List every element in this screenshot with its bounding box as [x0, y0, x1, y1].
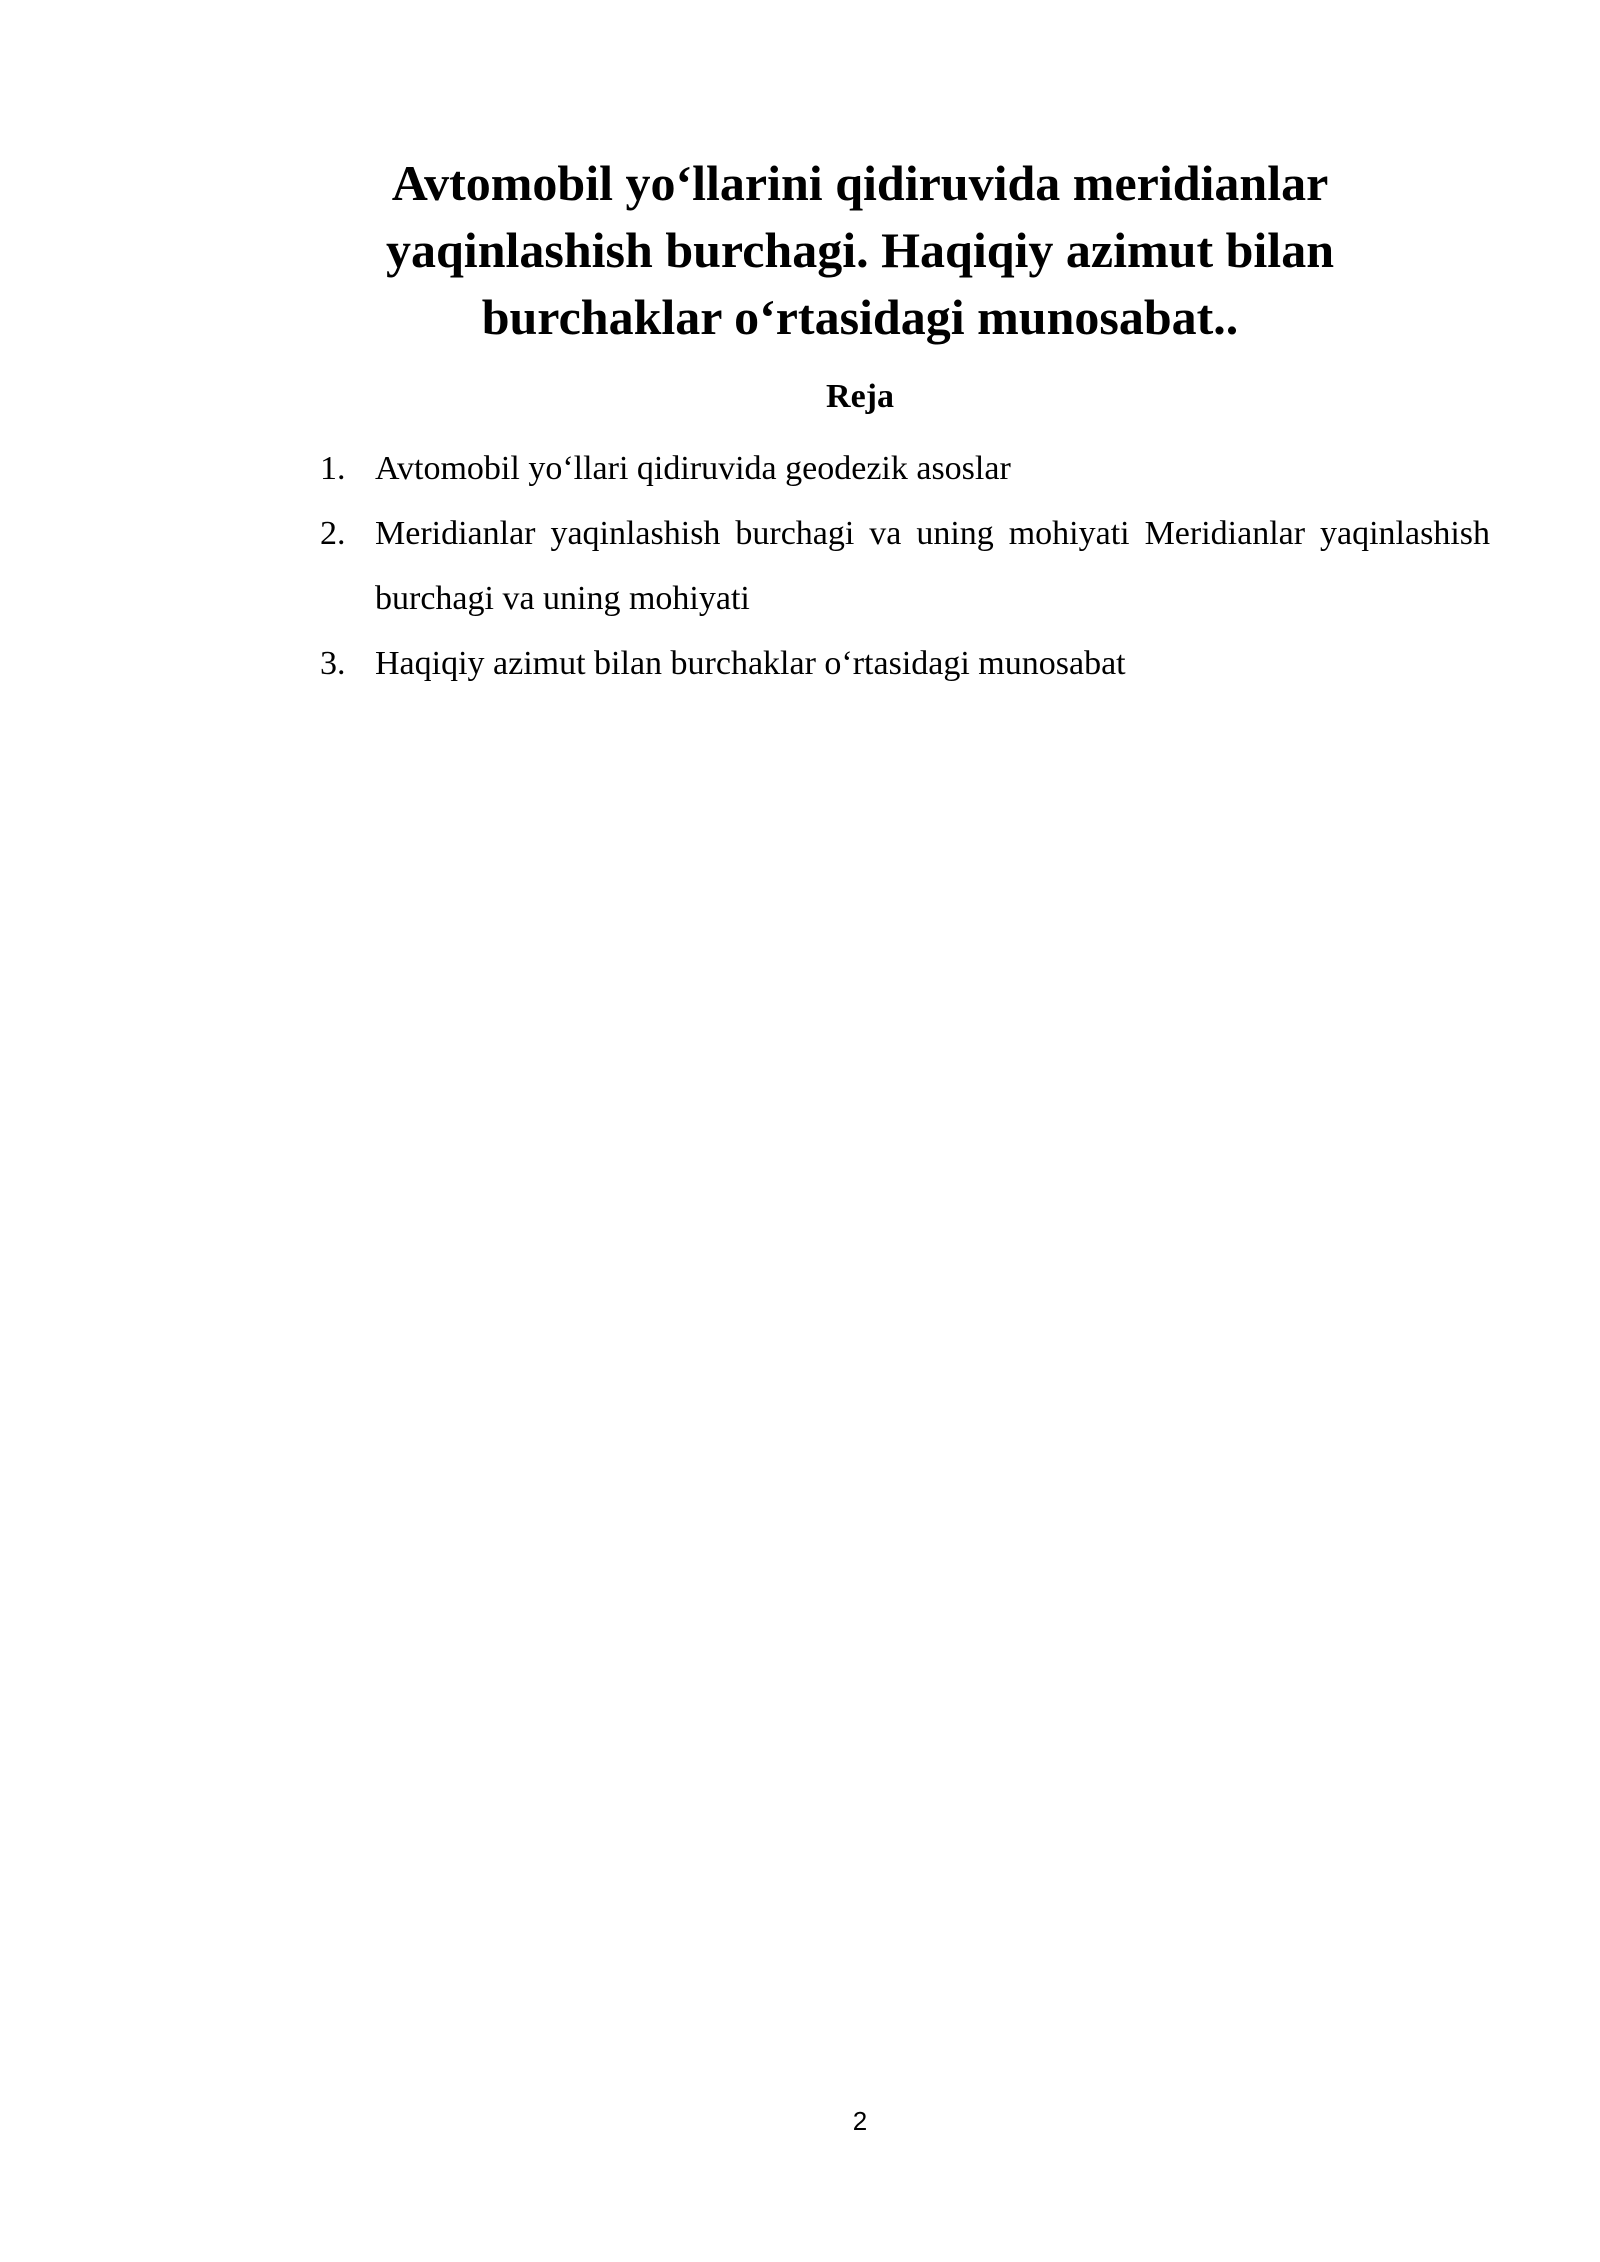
plan-item-text: Avtomobil yo‘llari qidiruvida geodezik asoslar	[375, 450, 1011, 487]
plan-heading: Reja	[826, 378, 894, 415]
plan-item	[320, 501, 1490, 631]
document-title: Avtomobil yo‘llarini qidiruvida meridianlar yaqinlashish burchagi. Haqiqiy azimut bilan burchaklar o‘rtasidagi munosabat..	[386, 155, 1334, 345]
plan-item-number: 3.	[320, 645, 346, 682]
plan-item-text: Haqiqiy azimut bilan burchaklar o‘rtasidagi munosabat	[375, 645, 1126, 682]
plan-item-text: Meridianlar yaqinlashish burchagi va uning mohiyati Meridianlar yaqinlashish burchagi va uning mohiyati	[375, 515, 1490, 617]
plan-item	[320, 436, 1490, 501]
page-number: 2	[852, 2106, 868, 2136]
plan-item-number: 1.	[320, 450, 346, 487]
plan-list	[320, 436, 1490, 696]
plan-item-number: 2.	[320, 515, 346, 552]
plan-item	[320, 631, 1490, 696]
